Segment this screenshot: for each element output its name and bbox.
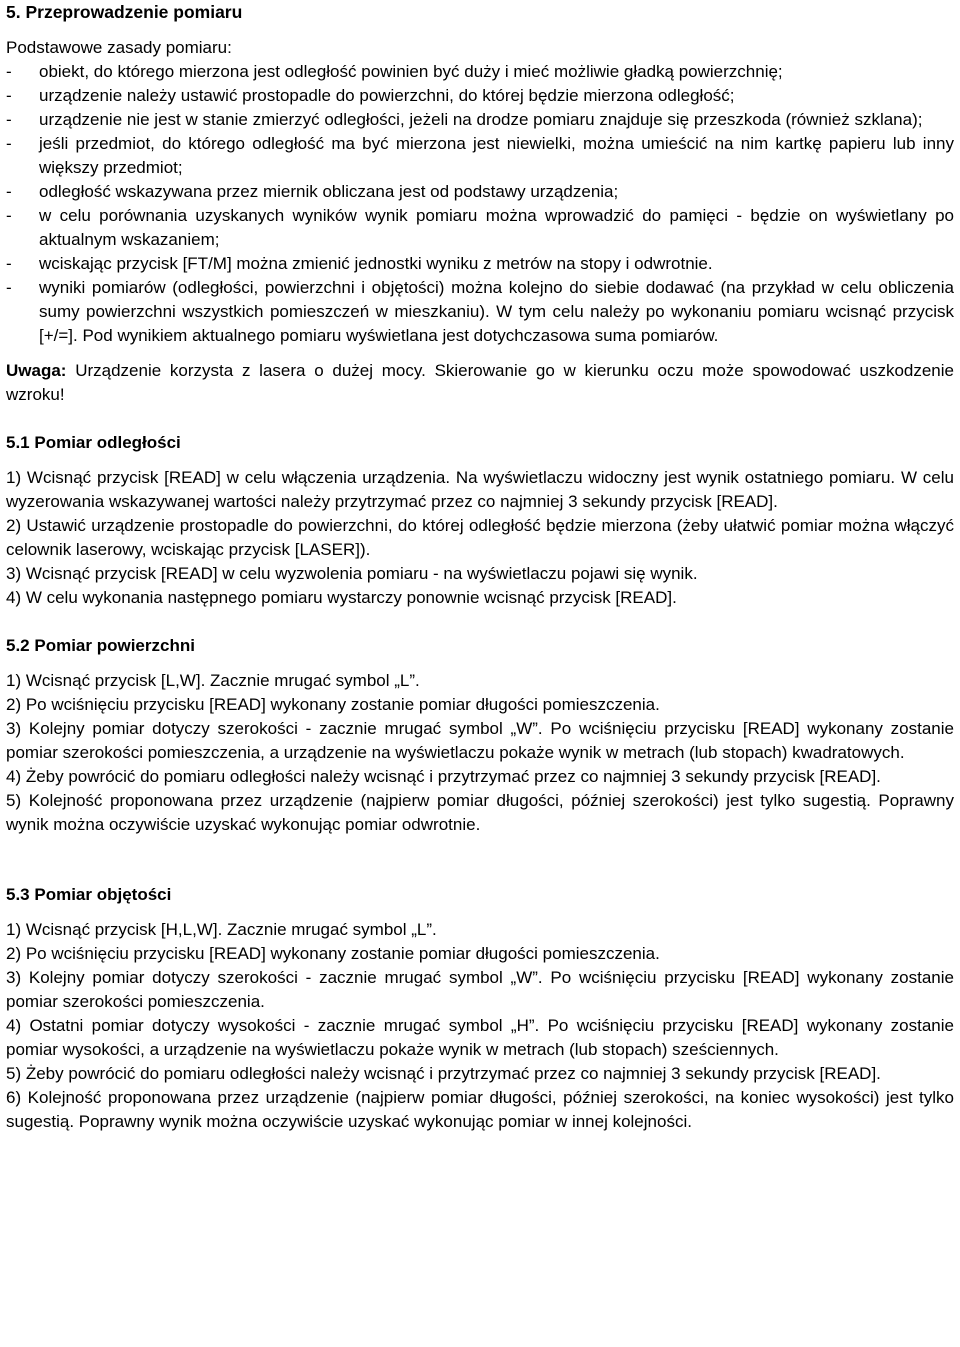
warning-note bbox=[6, 359, 954, 407]
steps-list bbox=[6, 918, 954, 1134]
list-item-text: odległość wskazywana przez miernik obliczana jest od podstawy urządzenia; bbox=[39, 182, 619, 201]
list-item bbox=[6, 252, 954, 276]
section-title: 5.2 Pomiar powierzchni bbox=[6, 636, 195, 655]
step-item: 5) Żeby powrócić do pomiaru odległości należy wcisnąć i przytrzymać przez co najmniej 3 sekundy przycisk [READ]. bbox=[6, 1064, 881, 1083]
list-item bbox=[6, 132, 954, 180]
list-item-text: w celu porównania uzyskanych wyników wynik pomiaru można wprowadzić do pamięci - będzie on wyświetlany po aktualnym wskazaniem; bbox=[39, 206, 954, 249]
list-item-text: urządzenie należy ustawić prostopadle do powierzchni, do której będzie mierzona odległość; bbox=[39, 86, 735, 105]
list-item-text: urządzenie nie jest w stanie zmierzyć odległości, jeżeli na drodze pomiaru znajduje się przeszkoda (również szklana); bbox=[39, 110, 923, 129]
list-item bbox=[6, 180, 954, 204]
section-volume bbox=[6, 883, 954, 1134]
list-item-text: jeśli przedmiot, do którego odległość ma być mierzona jest niewielki, można umieścić na nim kartkę papieru lub inny większy przedmiot; bbox=[39, 134, 954, 177]
step-item: 1) Wcisnąć przycisk [READ] w celu włączenia urządzenia. Na wyświetlaczu widoczny jest wynik ostatniego pomiaru. W celu wyzerowania wskazywanej wartości należy przytrzymać przez co najmniej 3 sekundy przycisk [READ]. bbox=[6, 468, 954, 511]
list-item-text: obiekt, do którego mierzona jest odległość powinien być duży i mieć możliwie gładką powierzchnię; bbox=[39, 62, 783, 81]
intro-text: Podstawowe zasady pomiaru: bbox=[6, 38, 232, 57]
steps-list bbox=[6, 466, 954, 610]
list-item-text: wciskając przycisk [FT/M] można zmienić jednostki wyniku z metrów na stopy i odwrotnie. bbox=[39, 254, 713, 273]
section-title: 5.1 Pomiar odległości bbox=[6, 433, 181, 452]
steps-list bbox=[6, 669, 954, 837]
step-item: 3) Wcisnąć przycisk [READ] w celu wyzwolenia pomiaru - na wyświetlaczu pojawi się wynik. bbox=[6, 564, 698, 583]
step-item: 3) Kolejny pomiar dotyczy szerokości - zacznie mrugać symbol „W”. Po wciśnięciu przycisku [READ] wykonany zostanie pomiar szerokości pomieszczenia, a urządzenie na wyświetlaczu pokaże wynik w metrach (lub stopach) kwadratowych. bbox=[6, 719, 954, 762]
page-heading: 5. Przeprowadzenie pomiaru bbox=[6, 2, 243, 22]
list-item bbox=[6, 204, 954, 252]
dash-marker: - bbox=[6, 86, 12, 105]
dash-marker: - bbox=[6, 182, 12, 201]
list-item bbox=[6, 108, 954, 132]
section-area bbox=[6, 634, 954, 837]
list-item bbox=[6, 60, 954, 84]
step-item: 6) Kolejność proponowana przez urządzenie (najpierw pomiar długości, później szerokości, na koniec wysokości) jest tylko sugestią. Poprawny wynik można oczywiście uzyskać wykonując pomiar w innej kolejności. bbox=[6, 1088, 954, 1131]
dash-marker: - bbox=[6, 254, 12, 273]
step-item: 4) Żeby powrócić do pomiaru odległości należy wcisnąć i przytrzymać przez co najmniej 3 sekundy przycisk [READ]. bbox=[6, 767, 881, 786]
step-item: 3) Kolejny pomiar dotyczy szerokości - zacznie mrugać symbol „W”. Po wciśnięciu przycisku [READ] wykonany zostanie pomiar szerokości pomieszczenia. bbox=[6, 968, 954, 1011]
step-item: 2) Po wciśnięciu przycisku [READ] wykonany zostanie pomiar długości pomieszczenia. bbox=[6, 944, 660, 963]
warning-label: Uwaga: bbox=[6, 361, 67, 380]
rules-list bbox=[6, 60, 954, 348]
section-title: 5.3 Pomiar objętości bbox=[6, 885, 172, 904]
warning-text: Urządzenie korzysta z lasera o dużej mocy. Skierowanie go w kierunku oczu może spowodować uszkodzenie wzroku! bbox=[6, 361, 954, 404]
step-item: 2) Ustawić urządzenie prostopadle do powierzchni, do której odległość będzie mierzona (żeby ułatwić pomiar można włączyć celownik laserowy, wciskając przycisk [LASER]). bbox=[6, 516, 954, 559]
step-item: 5) Kolejność proponowana przez urządzenie (najpierw pomiar długości, później szerokości) jest tylko sugestią. Poprawny wynik można oczywiście uzyskać wykonując pomiar odwrotnie. bbox=[6, 791, 954, 834]
list-item bbox=[6, 84, 954, 108]
dash-marker: - bbox=[6, 62, 12, 81]
step-item: 4) Ostatni pomiar dotyczy wysokości - zacznie mrugać symbol „H”. Po wciśnięciu przycisku [READ] wykonany zostanie pomiar wysokości, a urządzenie na wyświetlaczu pokaże wynik w metrach (lub stopach) sześciennych. bbox=[6, 1016, 954, 1059]
step-item: 1) Wcisnąć przycisk [L,W]. Zacznie mrugać symbol „L”. bbox=[6, 671, 420, 690]
dash-marker: - bbox=[6, 206, 12, 225]
section-distance bbox=[6, 431, 954, 610]
list-item-text: wyniki pomiarów (odległości, powierzchni i objętości) można kolejno do siebie dodawać (na przykład w celu obliczenia sumy powierzchni wszystkich pomieszczeń w mieszkaniu). W tym celu należy po wykonaniu pomiaru wcisnąć przycisk [+/=]. Pod wynikiem aktualnego pomiaru wyświetlana jest dotychczasowa suma pomiarów. bbox=[39, 278, 954, 345]
list-item bbox=[6, 276, 954, 348]
dash-marker: - bbox=[6, 110, 12, 129]
dash-marker: - bbox=[6, 278, 12, 297]
dash-marker: - bbox=[6, 134, 12, 153]
step-item: 2) Po wciśnięciu przycisku [READ] wykonany zostanie pomiar długości pomieszczenia. bbox=[6, 695, 660, 714]
step-item: 1) Wcisnąć przycisk [H,L,W]. Zacznie mrugać symbol „L”. bbox=[6, 920, 437, 939]
step-item: 4) W celu wykonania następnego pomiaru wystarczy ponownie wcisnąć przycisk [READ]. bbox=[6, 588, 677, 607]
